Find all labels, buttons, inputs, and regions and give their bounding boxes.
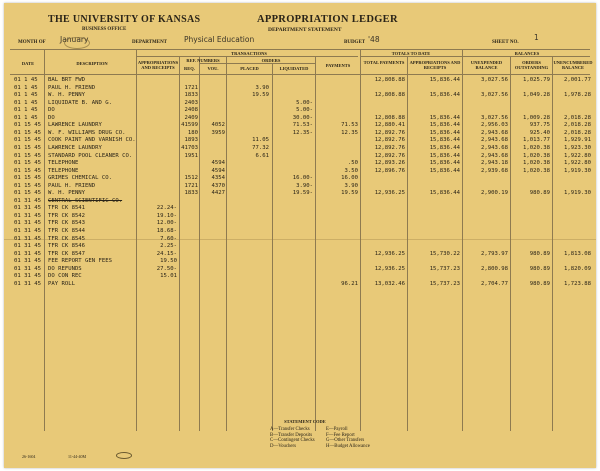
cell-placed: 3.90: [255, 84, 269, 91]
cell-date: 01 31 45: [14, 212, 41, 219]
code-entry: H—Budget Allowance: [326, 443, 370, 449]
cell-desc: PAUL H. FRIEND: [48, 182, 96, 189]
cell-date: 01 31 45: [14, 280, 41, 287]
cell-placed: 11.05: [252, 137, 269, 144]
cell-date: 01 15 45: [14, 182, 41, 189]
cell-appr: 19.10-: [156, 212, 177, 219]
month-label: MONTH OF: [18, 40, 46, 45]
cell-unexp: 2,800.98: [481, 265, 508, 272]
ledger-row: [4, 107, 596, 114]
cell-unexp: 2,956.03: [481, 122, 508, 129]
col-unencumbered: UNENCUMBERED BALANCE: [553, 60, 593, 70]
ledger-row: [4, 258, 596, 265]
col-total-payments: TOTAL PAYMENTS: [363, 60, 405, 65]
cell-req: 1833: [184, 92, 198, 99]
cell-desc: DO: [48, 114, 55, 121]
ledger-row: [4, 266, 596, 273]
ledger-row: [4, 251, 596, 258]
sheet-value: 1: [534, 33, 539, 42]
cell-date: 01 15 45: [14, 152, 41, 159]
cell-date: 01 1 45: [14, 92, 38, 99]
cell-tappr: 15,737.23: [429, 280, 460, 287]
cell-tpay: 12,808.88: [374, 92, 405, 99]
col-orders-outstanding: ORDERS OUTSTANDING: [514, 60, 549, 70]
cell-unenc: 2,001.77: [564, 77, 591, 83]
cell-oout: 980.89: [529, 250, 550, 257]
cell-appr: 19.50: [160, 258, 177, 265]
cell-liq: 5.00-: [296, 107, 313, 114]
cell-req: 2403: [184, 99, 198, 106]
cell-appr: 22.24-: [156, 205, 177, 212]
cell-desc: PAUL H. FRIEND: [48, 84, 96, 91]
cell-desc: PAY ROLL: [48, 280, 75, 287]
cell-tappr: 15,836.44: [429, 122, 460, 129]
col-transactions: TRANSACTIONS: [231, 51, 267, 56]
code-entry: B—Transfer Deposits: [270, 432, 313, 438]
cell-date: 01 31 45: [14, 228, 41, 234]
cell-tappr: 15,836.44: [429, 152, 460, 159]
sheet-label: SHEET NO.: [492, 40, 519, 45]
cell-tappr: 15,836.44: [429, 160, 460, 167]
cell-unenc: 1,919.30: [564, 167, 591, 174]
col-orders: ORDERS: [261, 58, 281, 63]
cell-date: 01 15 45: [14, 144, 41, 151]
statement-code-title: STATEMENT CODE: [284, 419, 326, 424]
code-entry: G—Other Transfers: [326, 438, 365, 444]
cell-req: 41599: [181, 122, 198, 129]
col-unexpended: UNEXPENDED BALANCE: [470, 60, 503, 70]
cell-unenc: 1,978.28: [564, 92, 591, 99]
cell-req: 1721: [184, 84, 198, 91]
cell-unexp: 2,900.19: [481, 190, 508, 197]
cell-date: 01 15 45: [14, 160, 41, 167]
department-statement: DEPARTMENT STATEMENT: [268, 27, 342, 33]
cell-req: 41703: [181, 144, 198, 151]
cell-tappr: 15,836.44: [429, 144, 460, 151]
cell-desc: STANDARD POOL CLEANER CO.: [48, 152, 133, 159]
cell-tappr: 15,836.44: [429, 190, 460, 197]
cell-tpay: 12,808.88: [374, 77, 405, 83]
cell-pay: .50: [347, 160, 358, 167]
cell-tpay: 13,032.46: [374, 280, 405, 287]
col-liquidated: LIQUIDATED: [279, 66, 309, 71]
cell-oout: 937.75: [529, 122, 550, 129]
cell-req: 1721: [184, 182, 198, 189]
cell-liq: 71.53-: [292, 122, 313, 129]
cell-date: 01 15 45: [14, 129, 41, 136]
cell-req: 2408: [184, 107, 198, 114]
cell-date: 01 31 45: [14, 243, 41, 250]
university-name: THE UNIVERSITY OF KANSAS: [48, 14, 201, 25]
cell-unexp: 3,027.56: [481, 77, 508, 83]
cell-oout: 925.40: [529, 129, 550, 136]
cell-date: 01 31 45: [14, 220, 41, 227]
cell-oout: 1,020.38: [523, 167, 550, 174]
cell-desc: LAWRENCE LAUNDRY: [48, 122, 102, 129]
cell-desc: LAWRENCE LAUNDRY: [48, 144, 102, 151]
cell-tappr: 15,730.22: [429, 250, 460, 257]
print-code: 11-44-40M: [68, 454, 87, 459]
ledger-row: [4, 183, 596, 190]
cell-unenc: 1,922.80: [564, 152, 591, 159]
cell-tappr: 15,836.44: [429, 167, 460, 174]
cell-desc: DO REFUNDS: [48, 265, 82, 272]
col-ref-numbers: REF. NUMBERS: [186, 58, 220, 63]
cell-oout: 1,013.77: [523, 137, 550, 144]
department-label: DEPARTMENT: [132, 40, 168, 45]
cell-date: 01 31 45: [14, 258, 41, 265]
cell-liq: 19.59-: [292, 190, 313, 197]
ledger-row: [4, 220, 596, 227]
ledger-row: [4, 273, 596, 280]
cell-pay: 12.35: [341, 129, 358, 136]
cell-appr: 7.60-: [160, 235, 177, 242]
cell-unexp: 2,943.18: [481, 160, 508, 167]
cell-liq: 16.00-: [292, 175, 313, 182]
cell-unexp: 3,027.56: [481, 114, 508, 121]
cell-vou: 4594: [211, 167, 225, 174]
cell-desc: W. H. PENNY: [48, 92, 86, 99]
cell-liq: 3.90-: [296, 182, 313, 189]
cell-date: 01 31 45: [14, 235, 41, 242]
cell-oout: 980.89: [529, 280, 550, 287]
cell-desc: DO CON REC: [48, 273, 82, 280]
cell-vou: 4427: [211, 190, 225, 197]
col-vou: VOU.: [207, 66, 219, 71]
col-payments: PAYMENTS: [325, 63, 351, 68]
cell-desc: CENTRAL SCIENTIFIC CO.: [48, 197, 123, 204]
ledger-row: [4, 175, 596, 182]
cell-desc: LIQUIDATE B. AND G.: [48, 99, 112, 106]
code-entry: C—Contingent Checks: [270, 438, 315, 444]
ledger-row: [4, 160, 596, 167]
cell-vou: 4354: [211, 175, 225, 182]
totals-rule: [360, 56, 462, 57]
cell-unenc: 1,820.09: [564, 265, 591, 272]
cell-desc: FEE REPORT GEN FEES: [48, 258, 112, 265]
cell-unenc: 1,923.30: [564, 144, 591, 151]
cell-desc: TFR CK 8541: [48, 205, 86, 212]
ledger-row: [4, 213, 596, 220]
ledger-row: [4, 228, 596, 235]
col-placed: PLACED: [240, 66, 259, 71]
cell-placed: 19.59: [252, 92, 269, 99]
cell-oout: 1,020.38: [523, 160, 550, 167]
cell-unexp: 2,943.68: [481, 137, 508, 144]
month-stamp: [64, 37, 90, 49]
form-number: 26-1604: [22, 454, 36, 459]
cell-appr: 15.01: [160, 273, 177, 280]
code-entry: F—Fee Report: [326, 432, 355, 438]
cell-unenc: 1,723.88: [564, 280, 591, 287]
cell-date: 01 1 45: [14, 84, 38, 91]
cell-date: 01 1 45: [14, 114, 38, 121]
cell-vou: 4052: [211, 122, 225, 129]
cell-tpay: 12,893.26: [374, 160, 405, 167]
cell-tpay: 12,892.76: [374, 144, 405, 151]
ledger-row: [4, 145, 596, 152]
orders-rule: [199, 63, 315, 64]
cell-unenc: 2,018.28: [564, 114, 591, 121]
cell-tpay: 12,880.41: [374, 122, 405, 129]
cell-date: 01 15 45: [14, 167, 41, 174]
code-entry: D—Vouchers: [270, 443, 297, 449]
cell-vou: 4370: [211, 182, 225, 189]
ledger-row: [4, 122, 596, 129]
cell-tpay: 12,892.76: [374, 137, 405, 144]
cell-desc: TELEPHONE: [48, 167, 79, 174]
cell-tpay: 12,936.25: [374, 190, 405, 197]
cell-unexp: 2,943.68: [481, 144, 508, 151]
cell-date: 01 31 45: [14, 265, 41, 272]
cell-req: 2409: [184, 114, 198, 121]
cell-desc: W. F. WILLIAMS DRUG CO.: [48, 129, 126, 136]
cell-desc: W. H. PENNY: [48, 190, 86, 197]
cell-req: 180: [187, 129, 198, 136]
cell-oout: 1,009.28: [523, 114, 550, 121]
cell-date: 01 15 45: [14, 122, 41, 129]
cell-req: 1833: [184, 190, 198, 197]
ledger-row: [4, 243, 596, 250]
ledger-row: [4, 205, 596, 212]
cell-unenc: 1,929.91: [564, 137, 591, 144]
cell-liq: 30.00-: [292, 114, 313, 121]
cell-tpay: 12,936.25: [374, 250, 405, 257]
ledger-row: [4, 168, 596, 175]
cell-tappr: 15,836.44: [429, 92, 460, 99]
month-value: January: [60, 35, 89, 44]
cell-pay: 3.90: [344, 182, 358, 189]
cell-oout: 1,025.79: [523, 77, 550, 83]
budget-value: '48: [368, 35, 380, 44]
cell-oout: 1,020.38: [523, 152, 550, 159]
cell-desc: TFR CK 8546: [48, 243, 86, 250]
ledger-row: [4, 236, 596, 243]
cell-desc: TFR CK 8542: [48, 212, 86, 219]
cell-date: 01 31 45: [14, 250, 41, 257]
cell-oout: 1,020.38: [523, 144, 550, 151]
cell-date: 01 31 45: [14, 205, 41, 212]
cell-tappr: 15,836.44: [429, 137, 460, 144]
cell-unenc: 1,922.80: [564, 160, 591, 167]
cell-unexp: 2,943.68: [481, 152, 508, 159]
cell-desc: TFR CK 8544: [48, 228, 86, 234]
ledger-sheet: [4, 3, 596, 468]
business-office: BUSINESS OFFICE: [82, 27, 127, 32]
col-date: DATE: [21, 61, 35, 66]
statement-code-right: [326, 427, 370, 449]
cell-tappr: 15,836.44: [429, 77, 460, 83]
ledger-title: APPROPRIATION LEDGER: [257, 14, 398, 25]
cell-tpay: 12,808.88: [374, 114, 405, 121]
cell-liq: 5.00-: [296, 99, 313, 106]
cell-tpay: 12,936.25: [374, 265, 405, 272]
col-balances: BALANCES: [514, 51, 540, 56]
ledger-row: [4, 85, 596, 92]
ledger-row: [4, 100, 596, 107]
cell-date: 01 31 45: [14, 273, 41, 280]
cell-desc: BAL BRT FWD: [48, 77, 86, 83]
cell-date: 01 31 45: [14, 197, 41, 204]
ledger-row: [4, 130, 596, 137]
cell-placed: 6.61: [255, 152, 269, 159]
cell-oout: 980.89: [529, 265, 550, 272]
cell-unenc: 1,919.30: [564, 190, 591, 197]
cell-tpay: 12,892.76: [374, 152, 405, 159]
code-entry: A—Transfer Checks: [270, 427, 310, 432]
cell-unenc: 2,018.28: [564, 122, 591, 129]
cell-date: 01 15 45: [14, 175, 41, 182]
cell-unexp: 3,027.56: [481, 92, 508, 99]
cell-desc: TFR CK 8545: [48, 235, 86, 242]
ledger-row: [4, 198, 596, 205]
ledger-row: [4, 281, 596, 288]
col-appropriations: APPROPRIATIONS AND RECEIPTS: [137, 60, 179, 70]
cell-req: 1893: [184, 137, 198, 144]
cell-vou: 3959: [211, 129, 225, 136]
budget-label: BUDGET: [344, 40, 366, 45]
cell-placed: 77.32: [252, 144, 269, 151]
cell-unexp: 2,939.68: [481, 167, 508, 174]
cell-tpay: 12,892.76: [374, 129, 405, 136]
cell-unexp: 2,704.77: [481, 280, 508, 287]
cell-oout: 1,049.28: [523, 92, 550, 99]
cell-tappr: 15,836.44: [429, 114, 460, 121]
cell-req: 1512: [184, 175, 198, 182]
cell-date: 01 15 45: [14, 137, 41, 144]
cell-unenc: 1,813.08: [564, 250, 591, 257]
cell-appr: 12.00-: [156, 220, 177, 227]
ledger-row: [4, 153, 596, 160]
ledger-row: [4, 137, 596, 144]
cell-desc: TFR CK 8543: [48, 220, 86, 227]
cell-pay: 3.50: [344, 167, 358, 174]
transactions-rule: [136, 56, 358, 57]
cell-oout: 980.89: [529, 190, 550, 197]
cell-appr: 18.68-: [156, 228, 177, 234]
cell-pay: 71.53: [341, 122, 358, 129]
cell-date: 01 1 45: [14, 77, 38, 83]
cell-unexp: 2,793.97: [481, 250, 508, 257]
col-req: REQ.: [184, 66, 195, 71]
cell-desc: GRIMES CHEMICAL CO.: [48, 175, 112, 182]
cell-desc: COOK PAINT AND VARNISH CO.: [48, 137, 136, 144]
cell-date: 01 1 45: [14, 99, 38, 106]
cell-req: 1951: [184, 152, 198, 159]
ledger-row: [4, 190, 596, 197]
col-description: DESCRIPTION: [76, 61, 108, 66]
cell-date: 01 15 45: [14, 190, 41, 197]
cell-desc: TELEPHONE: [48, 160, 79, 167]
cell-appr: 2.25-: [160, 243, 177, 250]
cell-vou: 4594: [211, 160, 225, 167]
cell-tappr: 15,836.44: [429, 129, 460, 136]
cell-appr: 24.15-: [156, 250, 177, 257]
union-label-icon: [116, 452, 132, 459]
cell-pay: 19.59: [341, 190, 358, 197]
cell-pay: 16.00: [341, 175, 358, 182]
cell-tpay: 12,896.76: [374, 167, 405, 174]
cell-desc: DO: [48, 107, 55, 114]
col-totals-to-date: TOTALS TO DATE: [391, 51, 431, 56]
code-entry: E—Payroll: [326, 427, 348, 432]
cell-tappr: 15,737.23: [429, 265, 460, 272]
cell-unenc: 2,018.28: [564, 129, 591, 136]
ledger-row: [4, 92, 596, 99]
statement-code-left: [270, 427, 315, 449]
ledger-row: [4, 77, 596, 84]
header-rule-top: [10, 49, 590, 50]
department-value: Physical Education: [184, 35, 255, 44]
cell-appr: 27.50-: [156, 265, 177, 272]
header-rule-bottom: [10, 74, 590, 75]
cell-liq: 12.35-: [292, 129, 313, 136]
ledger-row: [4, 115, 596, 122]
balances-rule: [462, 56, 590, 57]
cell-pay: 96.21: [341, 280, 358, 287]
cell-desc: TFR CK 8547: [48, 250, 86, 257]
col-total-appropriations: APPROPRIATIONS AND RECEIPTS: [409, 60, 461, 70]
cell-date: 01 1 45: [14, 107, 38, 114]
cell-unexp: 2,943.68: [481, 129, 508, 136]
